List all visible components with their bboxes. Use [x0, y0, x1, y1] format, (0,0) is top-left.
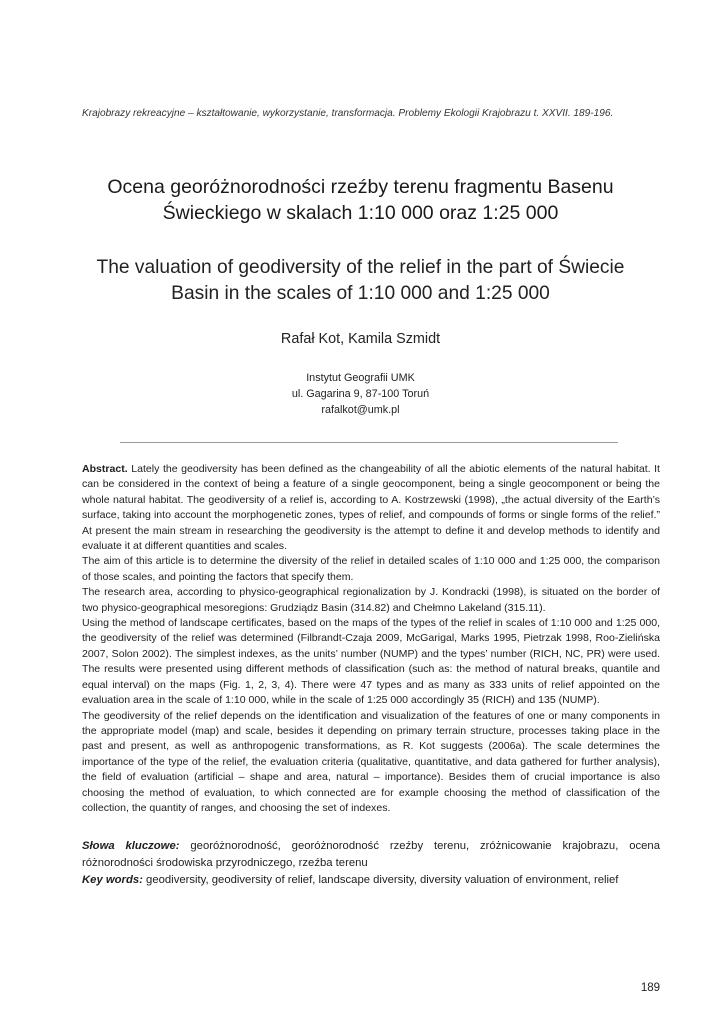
- title-english: [60, 255, 661, 307]
- keywords-english: [82, 872, 660, 889]
- keywords-english-label: Key words:: [82, 874, 143, 886]
- keywords-polish: [82, 838, 660, 872]
- affiliation-email: rafalkot@umk.pl: [321, 404, 400, 416]
- keywords-section: [82, 838, 660, 889]
- keywords-polish-text: georóżnorodność, georóżnorodność rzeźby terenu, zróżnicowanie krajobrazu, ocena różnorodności środowiska przyrodniczego, rzeźba terenu: [82, 840, 660, 869]
- abstract-paragraph: The research area, according to physico-geographical regionalization by J. Kondracki (1998), is situated on the border of two physico-geographical mesoregions: Grudziądz Basin (314.82) and Chełmno Lakeland (315.11).: [82, 586, 660, 614]
- abstract-paragraph-text: Lately the geodiversity has been defined as the changeability of all the abiotic elements of the natural habitat. It can be considered in the context of being a feature of a single geocomponent, being a single geocomponent or being the whole natural habitat. The geodiversity of a relief is, according to A. Kostrzewski (1998), „the actual diversity of the Earth’s surface, taking into account the morphogenetic zones, types of relief, and compounds of forms or single forms of the relief.” At present the main stream in researching the geodiversity is the attempt to define it and develop methods to identify and evaluate it at different quantities and scales.: [82, 463, 660, 553]
- title-english-line1: The valuation of geodiversity of the relief in the part of Świecie: [96, 257, 625, 278]
- separator-rule: [120, 442, 618, 443]
- affiliation-institute: Instytut Geografii UMK: [306, 372, 415, 384]
- title-polish: [60, 174, 661, 226]
- affiliation: [160, 370, 561, 418]
- abstract-paragraph: Using the method of landscape certificates, based on the maps of the types of the relief in scales of 1:10 000 and 1:25 000, the geodiversity of the relief was determined (Filbrandt-Czaja 2009, McGarigal, Marks 1995, Pietrzak 1998, Roo-Zielińska 2007, Solon 2002). The simplest indexes, as the units’ number (NUMP) and the types’ number (RICH, NC, PR) were used. The results were presented using different methods of classification (such as: the method of natural breaks, quantile and equal interval) on the maps (Fig. 1, 2, 3, 4). There were 47 types and as many as 333 units of relief appointed on the evaluation area in the scale of 1:10 000, while in the scale of 1:25 000 accordingly 35 (RICH) and 135 (NUMP).: [82, 617, 660, 707]
- journal-citation: Krajobrazy rekreacyjne – kształtowanie, wykorzystanie, transformacja. Problemy Ekologii Krajobrazu t. XXVII. 189-196.: [82, 108, 614, 119]
- title-english-line2: Basin in the scales of 1:10 000 and 1:25 000: [171, 283, 550, 304]
- abstract-section: [82, 462, 660, 816]
- keywords-english-text: geodiversity, geodiversity of relief, landscape diversity, diversity valuation of environment, relief: [146, 874, 619, 886]
- keywords-polish-label: Słowa kluczowe:: [82, 840, 180, 852]
- abstract-paragraph: The geodiversity of the relief depends on the identification and visualization of the features of one or many components in the appropriate model (map) and scale, besides it depending on primary terrain structure, processes taking place in the past and present, as well as anthropogenic transformations, as R. Kot suggests (2006a). The scale determines the importance of the type of the relief, the evaluation criteria (qualitative, quantitative, and data gathered for further analysis), the field of evaluation (artificial – shape and area, natural – importance). Besides them of crucial importance is also choosing the method of evaluation, to which connected are for example choosing the method of classification of the collection, the quantity of ranges, and choosing the set of indexes.: [82, 709, 660, 814]
- abstract-label: Abstract.: [82, 463, 128, 475]
- authors: Rafał Kot, Kamila Szmidt: [280, 331, 441, 347]
- affiliation-address: ul. Gagarina 9, 87-100 Toruń: [291, 388, 430, 400]
- title-polish-line1: Ocena georóżnorodności rzeźby terenu fragmentu Basenu: [107, 176, 614, 198]
- page-number: 189: [640, 982, 660, 994]
- abstract-paragraph: The aim of this article is to determine the diversity of the relief in detailed scales of 1:10 000 and 1:25 000, the comparison of those scales, and pointing the factors that specify them.: [82, 555, 660, 583]
- abstract-paragraph: [82, 462, 660, 554]
- title-polish-line2: Świeckiego w skalach 1:10 000 oraz 1:25 000: [162, 202, 559, 224]
